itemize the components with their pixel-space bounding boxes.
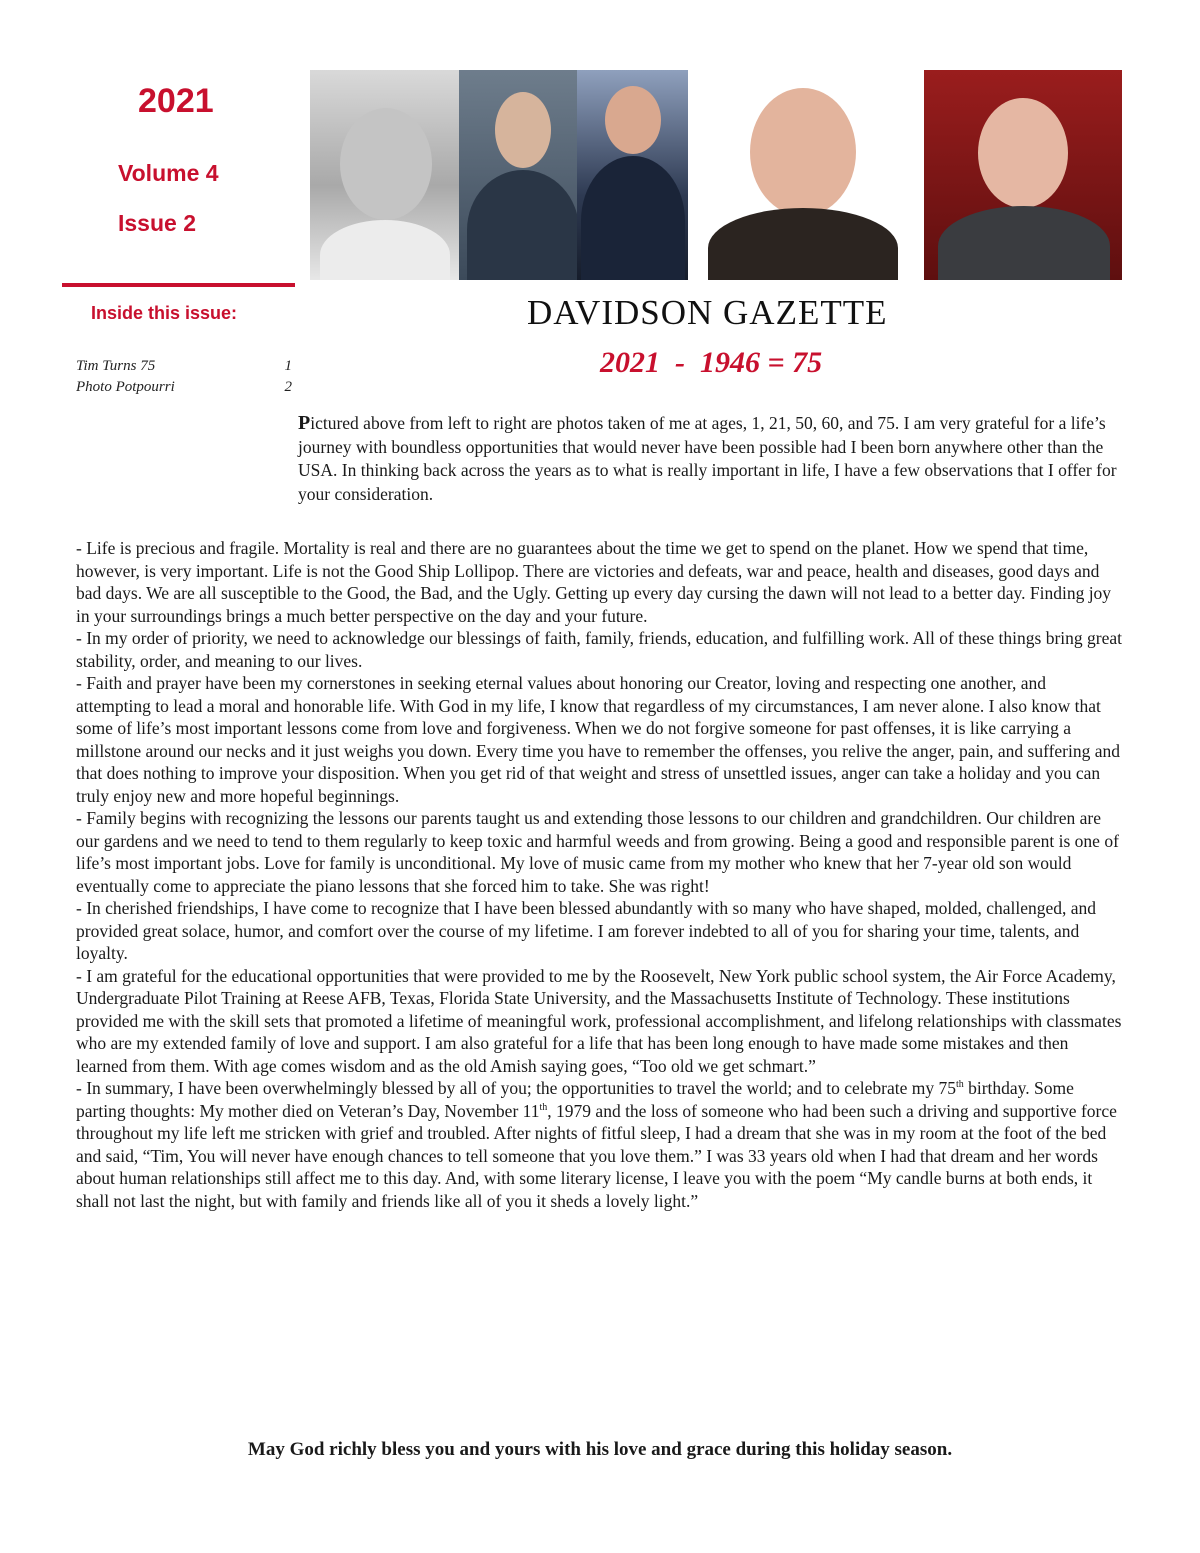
paragraph-faith: - Faith and prayer have been my cornerstones in seeking eternal values about honoring our Creator, loving and respecting one another, and attempting to lead a moral and honorable life. With God in my life, I know that regardless of my circumstances, I am never alone. I also know that some of life’s most important lessons come from love and forgiveness. When we do not forgive someone for past offenses, it is like carrying a millstone around our necks and it just weighs you down. Every time you have to remember the offenses, you relive the anger, pain, and suffering and that does nothing to improve your disposition. When you get rid of that weight and stress of unsettled issues, anger can take a holiday and you can truly enjoy new and more hopeful beginnings.	[76, 673, 1121, 806]
paragraph-friendships: - In cherished friendships, I have come to recognize that I have been blessed abundantly with so many who have shaped, molded, challenged, and provided great solace, humor, and comfort over the course of my lifetime. I am forever indebted to all of you for sharing your time, talents, and loyalty.	[76, 898, 1097, 963]
photo-age-75	[924, 70, 1122, 280]
toc-item[interactable]	[76, 377, 292, 398]
toc-item-page: 1	[284, 358, 292, 374]
toc-item-title: Photo Potpourri	[76, 379, 175, 395]
paragraph-summary	[76, 1077, 1124, 1212]
inside-this-issue-heading: Inside this issue:	[91, 303, 238, 323]
newsletter-title: DAVIDSON GAZETTE	[527, 293, 888, 332]
summary-text-a: - In summary, I have been overwhelmingly blessed by all of you; the opportunities to travel the world; and to celebrate my 75	[76, 1078, 956, 1098]
ordinal-suffix: th	[955, 1079, 964, 1091]
summary-text-b: birthday. Some parting thoughts: My mother died on Veteran’s Day, November 11	[76, 1078, 1074, 1121]
photo-age-50	[577, 70, 688, 280]
photo-strip	[310, 70, 1122, 280]
paragraph-family: - Family begins with recognizing the lessons our parents taught us and extending those lessons to our children and grandchildren. Our children are our gardens and we need to tend to them regularly to keep toxic and harmful weeds and from growing. Being a good and responsible parent is one of life’s most important jobs. Love for family is unconditional. My love of music came from my mother who knew that her 7-year old son would eventually come to appreciate the piano lessons that she forced him to take. She was right!	[76, 808, 1119, 896]
intro-dropcap: P	[298, 412, 311, 434]
summary-text-c: , 1979 and the loss of someone who had been such a driving and supportive force throughout my life left me stricken with grief and troubled. After nights of fitful sleep, I had a dream that she was in my room at the foot of the bed and said, “Tim, You will never have enough chances to tell someone that you love them.” I was 33 years old when I had that dream and her words about human relationships still affect me to this day. And, with some literary license, I leave you with the poem “My candle burns at both ends, it shall not last the night, but with family and friends like all of you it sheds a lovely light.”	[76, 1100, 1117, 1211]
paragraph-priorities: - In my order of priority, we need to acknowledge our blessings of faith, family, friends, education, and fulfilling work. All of these things bring great stability, order, and meaning to our lives.	[76, 628, 1123, 671]
toc-item-title: Tim Turns 75	[76, 358, 156, 374]
photo-age-21	[459, 70, 578, 280]
toc-item-page: 2	[284, 379, 292, 395]
issue-number: Issue 2	[118, 210, 196, 236]
volume-number: Volume 4	[118, 160, 219, 186]
article-body	[76, 537, 1124, 1212]
intro-paragraph	[76, 412, 1124, 506]
photo-age-60	[688, 70, 916, 280]
issue-year: 2021	[138, 82, 214, 120]
toc-item[interactable]	[76, 356, 292, 377]
photo-age-1	[310, 70, 459, 280]
ordinal-suffix: th	[539, 1101, 548, 1113]
closing-blessing: May God richly bless you and yours with his love and grace during this holiday season.	[247, 1439, 953, 1460]
paragraph-life: - Life is precious and fragile. Mortality is real and there are no guarantees about the time we get to spend on the planet. How we spend that time, however, is very important. Life is not the Good Ship Lollipop. There are victories and defeats, war and peace, health and diseases, good days and bad days. We are all susceptible to the Good, the Bad, and the Ugly. Getting up every day cursing the dawn will not lead to a better day. Finding joy in your surroundings brings a much better perspective on the day and your future.	[76, 538, 1112, 626]
intro-text: ictured above from left to right are photos taken of me at ages, 1, 21, 50, 60, and 75. I am very grateful for a life’s journey with boundless opportunities that would never have been possible had I been born anywhere other than the USA. In thinking back across the years as to what is really important in life, I have a few observations that I offer for your consideration.	[298, 413, 1117, 504]
age-equation: 2021 - 1946 = 75	[600, 346, 823, 379]
paragraph-education: - I am grateful for the educational opportunities that were provided to me by the Roosevelt, New York public school system, the Air Force Academy, Undergraduate Pilot Training at Reese AFB, Texas, Florida State University, and the Massachusetts Institute of Technology. These institutions provided me with the skill sets that promoted a lifetime of meaningful work, professional accomplishment, and lifelong relationships with classmates who are my extended family of love and support. I am also grateful for a life that has been long enough to have made some mistakes and then learned from them. With age comes wisdom and as the old Amish saying goes, “Too old we get schmart.”	[76, 965, 1122, 1076]
table-of-contents	[76, 356, 292, 398]
sidebar-divider	[62, 283, 295, 287]
